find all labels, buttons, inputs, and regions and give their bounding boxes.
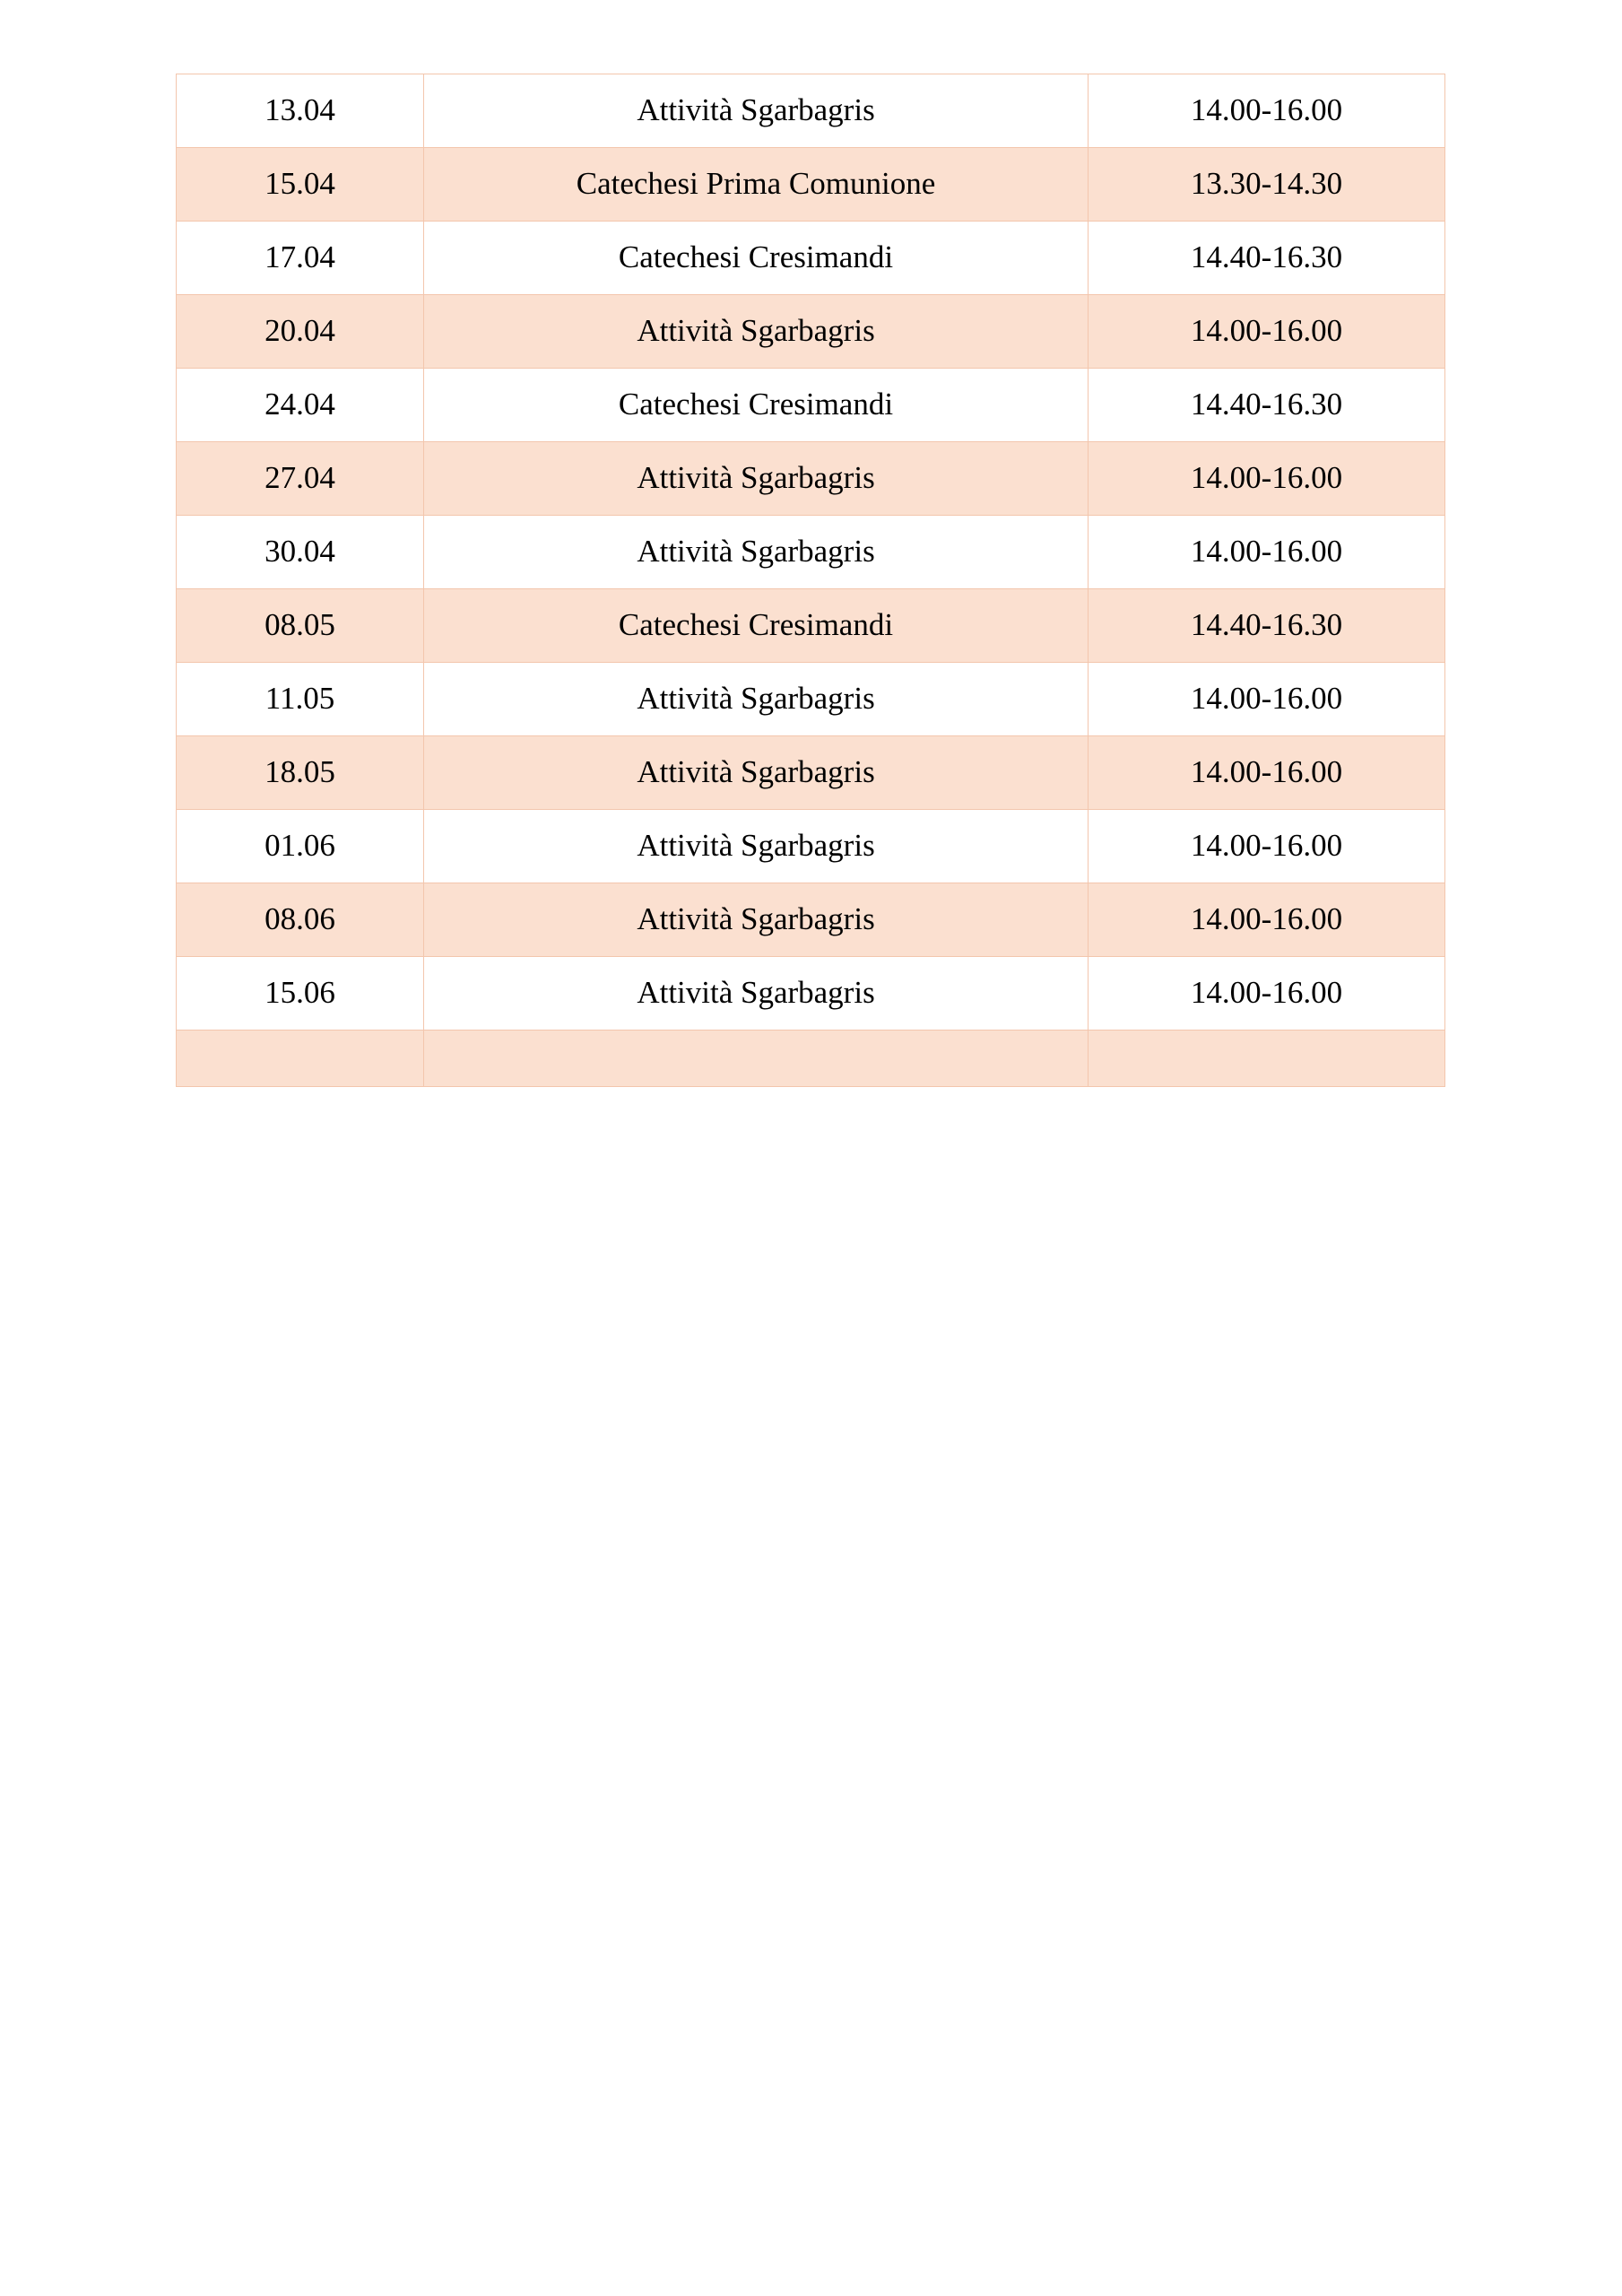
cell-time: 14.00-16.00 xyxy=(1089,295,1445,369)
cell-activity: Attività Sgarbagris xyxy=(424,295,1089,369)
cell-date: 24.04 xyxy=(177,369,424,442)
cell-activity: Catechesi Prima Comunione xyxy=(424,148,1089,222)
cell-date: 08.06 xyxy=(177,883,424,957)
cell-activity xyxy=(424,1031,1089,1087)
cell-time: 14.00-16.00 xyxy=(1089,663,1445,736)
cell-time: 14.00-16.00 xyxy=(1089,736,1445,810)
cell-date: 11.05 xyxy=(177,663,424,736)
table-row xyxy=(177,516,1445,589)
cell-time xyxy=(1089,1031,1445,1087)
cell-activity: Catechesi Cresimandi xyxy=(424,589,1089,663)
cell-date: 08.05 xyxy=(177,589,424,663)
cell-date: 18.05 xyxy=(177,736,424,810)
cell-date: 27.04 xyxy=(177,442,424,516)
table-row xyxy=(177,810,1445,883)
table-row xyxy=(177,222,1445,295)
cell-date: 30.04 xyxy=(177,516,424,589)
cell-date xyxy=(177,1031,424,1087)
cell-time: 14.00-16.00 xyxy=(1089,74,1445,148)
table-row xyxy=(177,369,1445,442)
cell-time: 14.40-16.30 xyxy=(1089,369,1445,442)
cell-activity: Catechesi Cresimandi xyxy=(424,222,1089,295)
cell-activity: Attività Sgarbagris xyxy=(424,957,1089,1031)
cell-time: 14.40-16.30 xyxy=(1089,222,1445,295)
cell-date: 13.04 xyxy=(177,74,424,148)
cell-time: 13.30-14.30 xyxy=(1089,148,1445,222)
cell-time: 14.00-16.00 xyxy=(1089,883,1445,957)
cell-activity: Attività Sgarbagris xyxy=(424,810,1089,883)
table-row xyxy=(177,442,1445,516)
table-row xyxy=(177,148,1445,222)
table-row xyxy=(177,663,1445,736)
table-row xyxy=(177,1031,1445,1087)
cell-activity: Attività Sgarbagris xyxy=(424,883,1089,957)
cell-activity: Attività Sgarbagris xyxy=(424,516,1089,589)
cell-activity: Attività Sgarbagris xyxy=(424,736,1089,810)
cell-activity: Attività Sgarbagris xyxy=(424,663,1089,736)
cell-activity: Attività Sgarbagris xyxy=(424,74,1089,148)
cell-time: 14.40-16.30 xyxy=(1089,589,1445,663)
cell-time: 14.00-16.00 xyxy=(1089,810,1445,883)
table-row xyxy=(177,883,1445,957)
table-row xyxy=(177,74,1445,148)
cell-date: 01.06 xyxy=(177,810,424,883)
cell-activity: Catechesi Cresimandi xyxy=(424,369,1089,442)
cell-date: 15.06 xyxy=(177,957,424,1031)
schedule-table xyxy=(176,74,1445,1087)
table-row xyxy=(177,589,1445,663)
schedule-table-body xyxy=(177,74,1445,1087)
table-row xyxy=(177,736,1445,810)
table-row xyxy=(177,295,1445,369)
cell-time: 14.00-16.00 xyxy=(1089,516,1445,589)
cell-time: 14.00-16.00 xyxy=(1089,957,1445,1031)
table-row xyxy=(177,957,1445,1031)
cell-date: 15.04 xyxy=(177,148,424,222)
cell-time: 14.00-16.00 xyxy=(1089,442,1445,516)
cell-date: 20.04 xyxy=(177,295,424,369)
cell-activity: Attività Sgarbagris xyxy=(424,442,1089,516)
cell-date: 17.04 xyxy=(177,222,424,295)
